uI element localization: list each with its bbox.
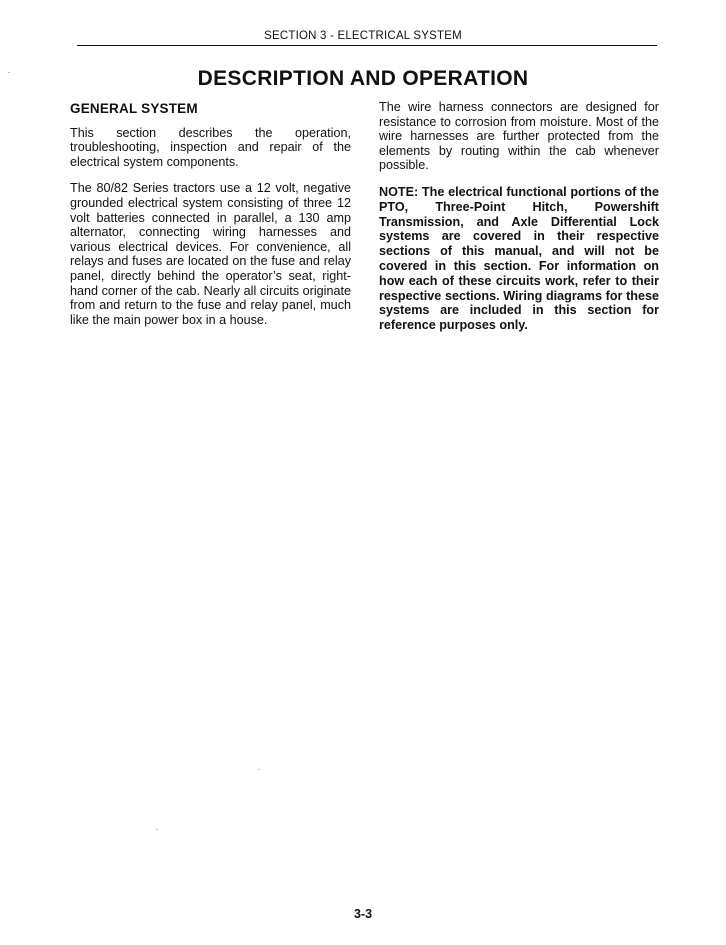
system-overview-paragraph: The 80/82 Series tractors use a 12 volt, negative grounded electrical system consisting of three 12 volt batteries connected in parallel, a 130 amp alternator, connecting wiring harnesses and various electrical devices. For convenience, all relays and fuses are located on the fuse and relay panel, directly behind the operator’s seat, right-hand corner of the cab. Nearly all circuits originate from and return to the fuse and relay panel, much like the main power box in a house. [70, 181, 351, 327]
section-header: SECTION 3 - ELECTRICAL SYSTEM [264, 30, 462, 42]
harness-paragraph: The wire harness connectors are designed for resistance to corrosion from moisture. Most of the wire harnesses are further protected from the elements by routing within the cab whenever possible. [379, 100, 659, 173]
note-paragraph: NOTE: The electrical functional portions of the PTO, Three-Point Hitch, Powershift Transmission, and Axle Differential Lock systems are covered in their respective sections of this manual, and will not be covered in this section. For information on how each of these circuits work, refer to their respective sections. Wiring diagrams for these systems are included in this section for reference purposes only. [379, 184, 659, 333]
header-divider [77, 45, 657, 46]
scan-speck [8, 72, 10, 73]
right-column [379, 99, 659, 333]
scan-speck [258, 769, 260, 770]
section-heading: GENERAL SYSTEM [70, 101, 198, 116]
page-number: 3-3 [353, 907, 373, 921]
intro-paragraph: This section describes the operation, troubleshooting, inspection and repair of the electrical system components. [70, 125, 351, 169]
left-column [70, 99, 351, 339]
page-title: DESCRIPTION AND OPERATION [197, 67, 529, 90]
scan-speck [156, 829, 158, 830]
